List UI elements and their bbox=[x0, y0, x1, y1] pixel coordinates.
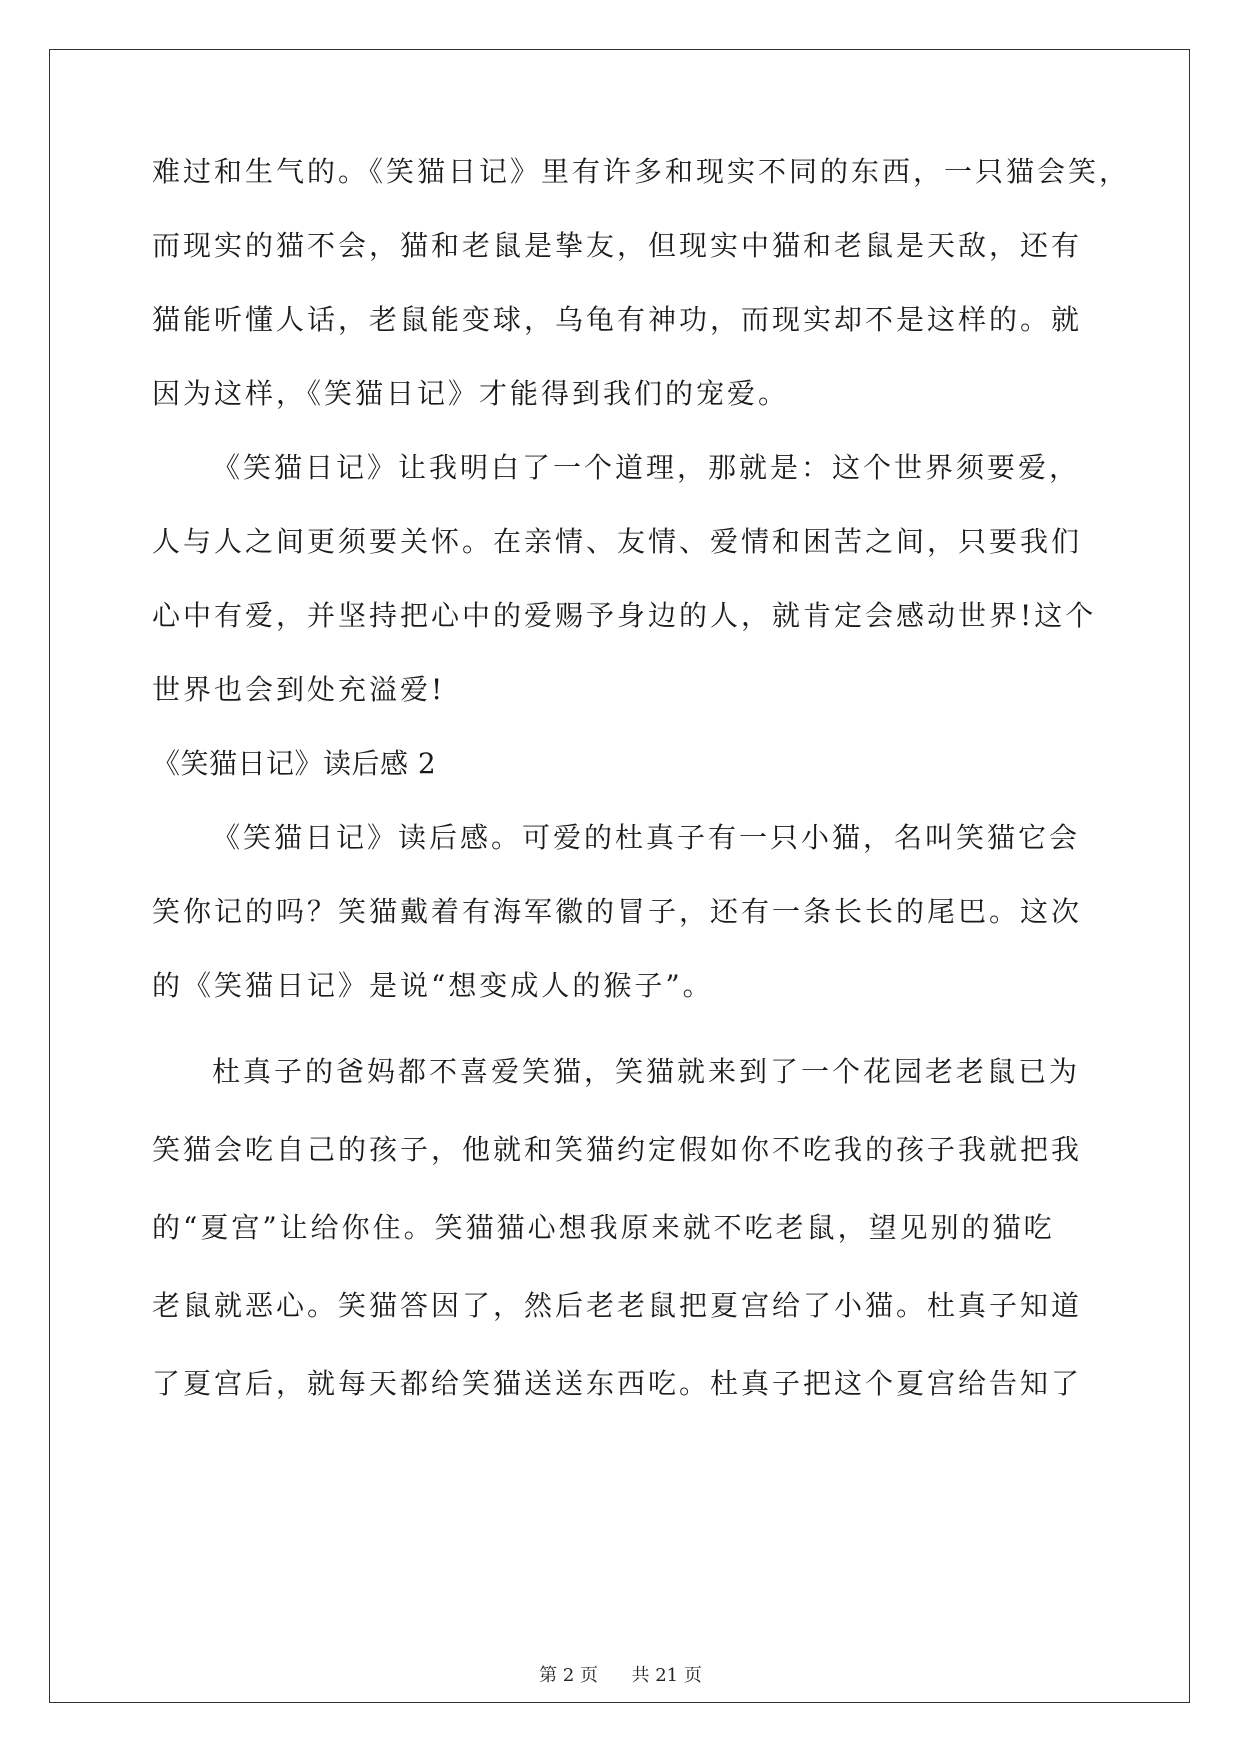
paragraph-2-line-4: 世界也会到处充溢爱! bbox=[152, 673, 446, 706]
paragraph-4-line-3: 的“夏宫”让给你住。笑猫猫心想我原来就不吃老鼠，望见别的猫吃 bbox=[152, 1211, 1055, 1244]
page-number: 第 2 页 bbox=[539, 1665, 599, 1686]
paragraph-2-line-3: 心中有爱，并坚持把心中的爱赐予身边的人，就肯定会感动世界!这个 bbox=[152, 599, 1097, 632]
page-footer bbox=[0, 1664, 1241, 1688]
paragraph-1-line-3: 猫能听懂人话，老鼠能变球，乌龟有神功，而现实却不是这样的。就 bbox=[152, 303, 1083, 336]
paragraph-3-line-2: 笑你记的吗？笑猫戴着有海军徽的冒子，还有一条长长的尾巴。这次 bbox=[152, 895, 1083, 928]
paragraph-2-line-2: 人与人之间更须要关怀。在亲情、友情、爱情和困苦之间，只要我们 bbox=[152, 525, 1083, 558]
paragraph-4-line-5: 了夏宫后，就每天都给笑猫送送东西吃。杜真子把这个夏宫给告知了 bbox=[152, 1367, 1083, 1400]
paragraph-3-line-3: 的《笑猫日记》是说“想变成人的猴子”。 bbox=[152, 969, 714, 1002]
section-heading: 《笑猫日记》读后感 2 bbox=[152, 747, 437, 780]
paragraph-3-line-1: 《笑猫日记》读后感。可爱的杜真子有一只小猫，名叫笑猫它会 bbox=[212, 821, 1081, 854]
paragraph-1-line-2: 而现实的猫不会，猫和老鼠是挚友，但现实中猫和老鼠是天敌，还有 bbox=[152, 229, 1083, 262]
paragraph-2-line-1: 《笑猫日记》让我明白了一个道理，那就是：这个世界须要爱， bbox=[212, 451, 1081, 484]
paragraph-1-line-4: 因为这样，《笑猫日记》才能得到我们的宠爱。 bbox=[152, 377, 790, 410]
page-total: 共 21 页 bbox=[631, 1665, 702, 1686]
paragraph-4-line-1: 杜真子的爸妈都不喜爱笑猫，笑猫就来到了一个花园老老鼠已为 bbox=[212, 1055, 1081, 1088]
paragraph-4-line-4: 老鼠就恶心。笑猫答因了，然后老老鼠把夏宫给了小猫。杜真子知道 bbox=[152, 1289, 1083, 1322]
paragraph-1-line-1: 难过和生气的。《笑猫日记》里有许多和现实不同的东西，一只猫会笑， bbox=[152, 155, 1131, 188]
page-border bbox=[49, 49, 1190, 1703]
paragraph-4-line-2: 笑猫会吃自己的孩子，他就和笑猫约定假如你不吃我的孩子我就把我 bbox=[152, 1133, 1083, 1166]
